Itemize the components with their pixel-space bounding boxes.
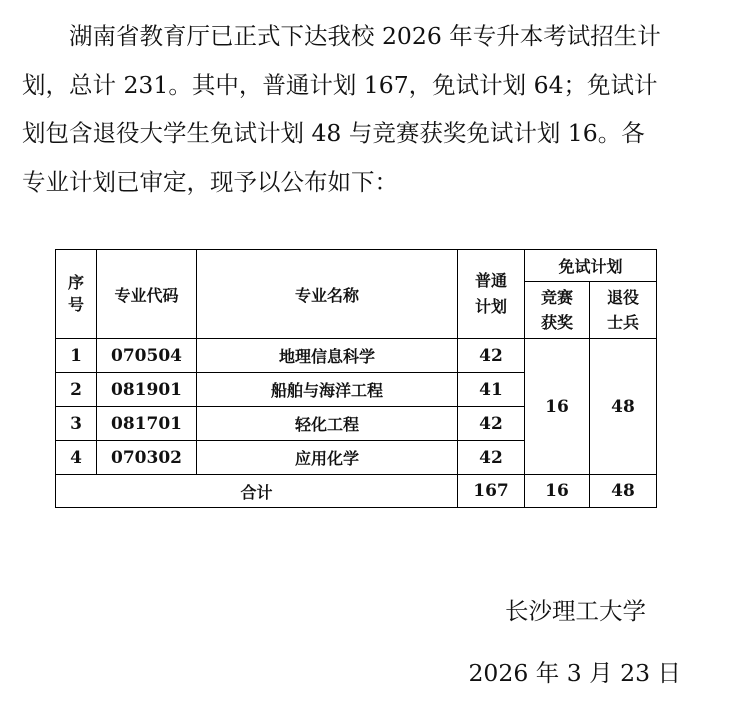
header-veteran: 退役士兵 — [590, 282, 657, 339]
cell-regular: 41 — [458, 373, 525, 407]
paragraph-line: 划，总计 231。其中，普通计划 167，免试计划 64；免试计 — [22, 70, 658, 99]
signature-organization: 长沙理工大学 — [505, 597, 646, 625]
cell-name: 轻化工程 — [197, 407, 458, 441]
enrollment-plan-table — [55, 249, 657, 508]
header-exempt: 免试计划 — [525, 250, 657, 282]
paragraph-line: 湖南省教育厅已正式下达我校 2026 年专升本考试招生计 — [69, 22, 661, 50]
cell-seq: 2 — [56, 373, 97, 407]
cell-veteran-merged: 48 — [590, 339, 657, 475]
cell-seq: 4 — [56, 441, 97, 475]
header-seq: 序号 — [56, 250, 97, 339]
total-regular: 167 — [458, 475, 525, 508]
total-veteran: 48 — [590, 475, 657, 508]
cell-code: 070302 — [97, 441, 197, 475]
cell-seq: 1 — [56, 339, 97, 373]
cell-regular: 42 — [458, 339, 525, 373]
cell-name: 地理信息科学 — [197, 339, 458, 373]
total-label: 合计 — [56, 475, 458, 508]
header-regular: 普通计划 — [458, 250, 525, 339]
cell-competition-merged: 16 — [525, 339, 590, 475]
announcement-paragraph — [22, 12, 692, 206]
total-row — [56, 475, 657, 508]
signature-date: 2026 年 3 月 23 日 — [468, 659, 681, 687]
cell-name: 船舶与海洋工程 — [197, 373, 458, 407]
cell-code: 081901 — [97, 373, 197, 407]
total-competition: 16 — [525, 475, 590, 508]
cell-regular: 42 — [458, 441, 525, 475]
paragraph-line: 专业计划已审定，现予以公布如下： — [22, 167, 398, 196]
paragraph-line: 划包含退役大学生免试计划 48 与竞赛获奖免试计划 16。各 — [22, 119, 645, 147]
header-competition: 竞赛获奖 — [525, 282, 590, 339]
cell-name: 应用化学 — [197, 441, 458, 475]
header-code: 专业代码 — [97, 250, 197, 339]
cell-regular: 42 — [458, 407, 525, 441]
header-name: 专业名称 — [197, 250, 458, 339]
cell-code: 081701 — [97, 407, 197, 441]
cell-code: 070504 — [97, 339, 197, 373]
cell-seq: 3 — [56, 407, 97, 441]
table-row — [56, 339, 657, 373]
